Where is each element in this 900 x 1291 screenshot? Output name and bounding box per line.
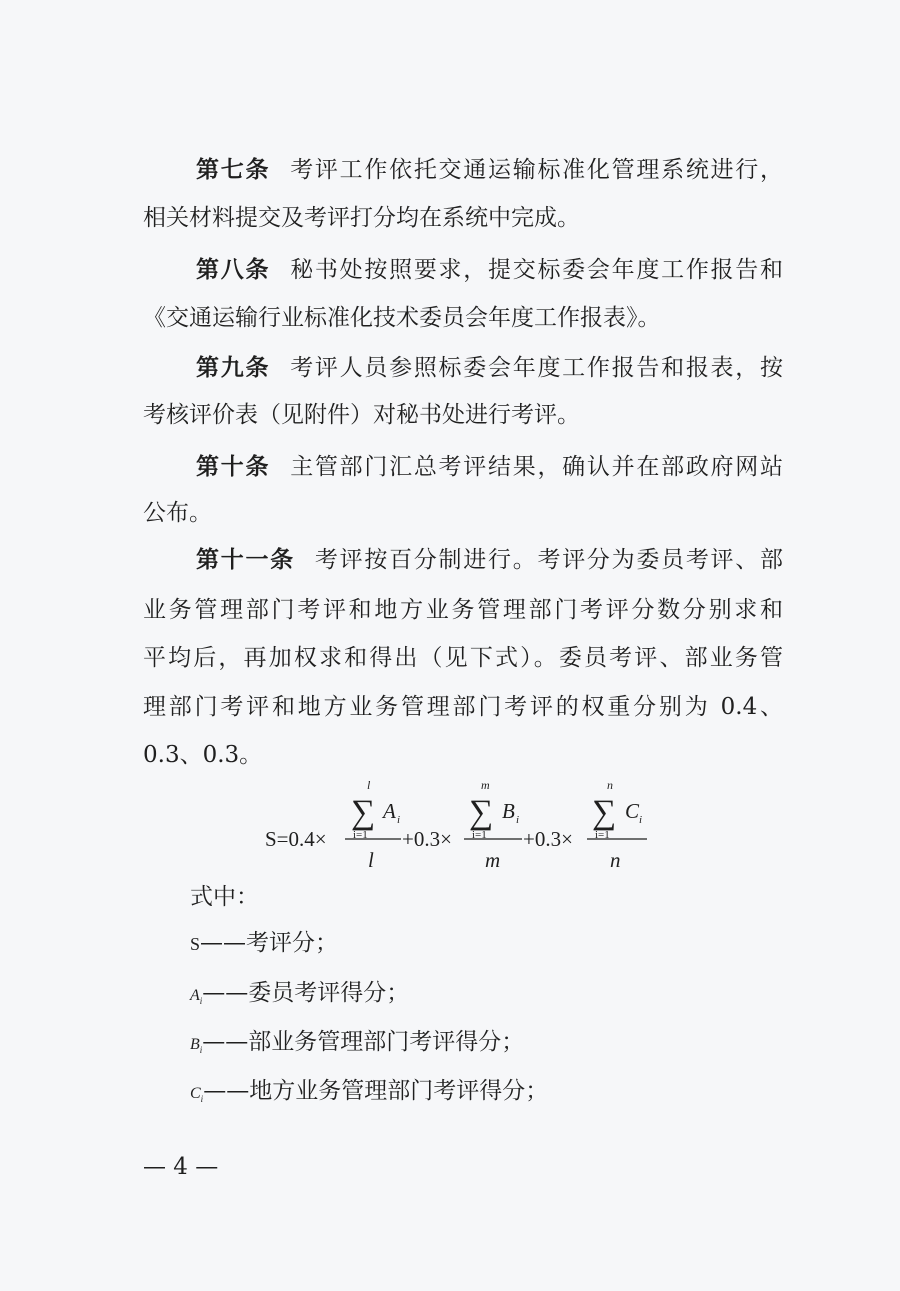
var-b: B	[502, 799, 515, 823]
article-11-line-4: 理部门考评和地方业务管理部门考评的权重分别为 0.4、	[143, 694, 783, 720]
definition-b-sub: i	[199, 1045, 203, 1056]
article-9-line-2: 考核评价表（见附件）对秘书处进行考评。	[143, 402, 580, 428]
article-11-line-3: 平均后，再加权求和得出（见下式）。委员考评、部业务管	[143, 645, 783, 671]
definition-b	[190, 1027, 524, 1065]
denominator-a: l	[368, 848, 374, 872]
score-formula	[265, 775, 685, 875]
var-c-sub: i	[639, 814, 643, 826]
definition-c-var: C	[190, 1085, 201, 1102]
definition-a-var: A	[190, 987, 200, 1004]
article-10-line-1	[196, 452, 783, 482]
sum-b-sigma-icon: ∑	[469, 794, 494, 831]
definition-c-sub: i	[200, 1094, 204, 1105]
var-a: A	[383, 799, 396, 823]
definition-s	[190, 928, 338, 959]
article-7-title: 第七条	[196, 156, 271, 183]
definition-b-text: ——部业务管理部门考评得分；	[202, 1029, 525, 1055]
page-number: — 4 —	[143, 1154, 219, 1180]
article-11-text: 考评按百分制进行。考评分为委员考评、部	[314, 547, 784, 573]
formula-weight-2: +0.3×	[402, 827, 452, 851]
article-7-text: 考评工作依托交通运输标准化管理系统进行，	[290, 157, 784, 183]
definition-c-text: ——地方业务管理部门考评得分；	[203, 1078, 549, 1104]
sum-c-upper: n	[607, 778, 613, 792]
denominator-b: m	[485, 848, 501, 872]
definition-a-symbol	[190, 987, 203, 1007]
sum-b-upper: m	[481, 778, 490, 792]
article-11-line-1	[196, 545, 783, 575]
definition-b-var: B	[190, 1036, 200, 1053]
definition-c-symbol	[190, 1085, 204, 1105]
formula-lhs: S=0.4×	[265, 827, 327, 851]
definition-s-text: ——考评分；	[200, 930, 339, 956]
article-10-title: 第十条	[196, 453, 271, 480]
var-a-sub: i	[397, 814, 401, 826]
definition-a	[190, 978, 409, 1016]
sum-a-sigma-icon: ∑	[351, 794, 376, 831]
definition-a-text: ——委员考评得分；	[202, 980, 410, 1006]
var-c: C	[625, 799, 640, 823]
article-8-line-2: 《交通运输行业标准化技术委员会年度工作报表》。	[143, 305, 661, 331]
sum-a-upper: l	[367, 778, 371, 792]
formula-weight-3: +0.3×	[523, 827, 573, 851]
sum-c-lower: i=1	[595, 829, 610, 841]
article-10-text: 主管部门汇总考评结果，确认并在部政府网站	[290, 454, 784, 480]
sum-a-lower: i=1	[353, 829, 368, 841]
article-7-line-2: 相关材料提交及考评打分均在系统中完成。	[143, 205, 580, 231]
sum-b-lower: i=1	[472, 829, 487, 841]
article-11-title: 第十一条	[196, 546, 295, 573]
article-8-text: 秘书处按照要求，提交标委会年度工作报告和	[290, 257, 784, 283]
article-7-line-1	[196, 155, 783, 185]
definition-s-symbol: S	[190, 934, 201, 954]
article-9-title: 第九条	[196, 354, 271, 381]
definition-c	[190, 1076, 548, 1114]
where-label: 式中：	[190, 884, 259, 910]
article-8-line-1	[196, 255, 783, 285]
var-b-sub: i	[516, 814, 520, 826]
article-9-text: 考评人员参照标委会年度工作报告和报表，按	[290, 355, 784, 381]
sum-c-sigma-icon: ∑	[592, 794, 617, 831]
article-11-line-5: 0.3、0.3。	[143, 742, 263, 768]
article-10-line-2: 公布。	[143, 500, 212, 526]
denominator-c: n	[610, 848, 621, 872]
article-9-line-1	[196, 353, 783, 383]
article-11-line-2: 业务管理部门考评和地方业务管理部门考评分数分别求和	[143, 597, 783, 623]
definition-b-symbol	[190, 1036, 203, 1056]
article-8-title: 第八条	[196, 256, 271, 283]
definition-a-sub: i	[199, 996, 203, 1007]
